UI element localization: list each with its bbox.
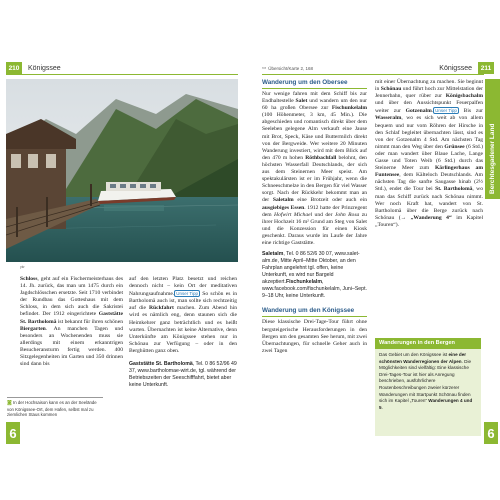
right-col2-text-run: , wo es sich weit ab von allem bequem und nur vom Röhren der Hirsche in den Schlaf begleitet übernachten lässt, sind es von der Gotzenalm 4 Std. Am nächsten Tag nimmt man den Weg über den: [375, 115, 483, 150]
right-col1-bold-run: Saletalm: [272, 197, 294, 204]
left-running-title: Königssee: [28, 64, 61, 72]
right-col1b-text: Diese klassische Drei-Tage-Tour führt ohne bergsteigerische Herausforderungen in den Bergen um den gesamten See herum, mit zwei Übernachtungen, für schnelle Geher auch in zwei Tagen: [262, 319, 367, 354]
right-info-bold-run: Fischunkelalm: [285, 278, 322, 285]
right-col2-text: [375, 79, 483, 229]
right-col2-bold-run: Schönau: [380, 86, 402, 93]
lake-scene-illustration: [6, 79, 238, 262]
left-col2-bold-run: Rückfahrt: [149, 305, 174, 312]
right-col2-text-run: , dem Kälteloch Deutschlands. Am nächsten Tag die sanfte Saugasse hinab (2½ Std.), endet die Tour bei: [375, 172, 483, 193]
right-info-text-run: , Tel. 0 86 52/6 30 07, www.salet-alm.de, Mitte April–Mitte Oktober, an den Fahrplan angelehnt tgl. offen, keine Unterkunft, es wird nur Bargeld akzeptiert.: [262, 251, 360, 285]
right-col1-text-run: (100 Höhenmeter, 3 km, 45 Min.). Die abgeschieden und romantisch direkt über dem Seeleben gelegene Alm verkauft eine Jause mit Brot, Speck, Käse und Buttermilch direkt von der Bergweide. Wer weitere 20 Minuten Wanderung investiert, wird mit dem Blick auf den 470 m hohen: [262, 112, 367, 161]
right-column-1: [262, 79, 367, 355]
right-info-bold-run: Saletalm: [262, 251, 284, 258]
left-col2-text: [129, 276, 237, 355]
left-col1-text-run: ist bekannt für ihren schönen: [56, 318, 123, 325]
section-heading-koenigssee: Wanderung um den Königssee: [262, 307, 367, 317]
right-col1-text-run: Nach der Rückkehr bekommt man an der: [262, 190, 367, 204]
left-col1-text-run: , geht auf ein Fischermeisterhaus des 14. Jh. zurück, das man um 1475 durch ein Jagdschlösschen ersetzte. Seit 1710 verbindet der Rundbau das Gotteshaus mit dem Schloss, in dem sich auch die Sakristei befindet. Der 1912 eingerichtete: [20, 276, 123, 318]
right-col2-bold-run: → „Wanderung 4“: [400, 214, 452, 221]
right-running-title: Königssee: [439, 64, 472, 72]
right-col1-bold-run: ausgiebiges Essen: [262, 204, 305, 211]
infobox-text-run: Das Gebiet um den Königssee ist: [379, 352, 449, 357]
left-col2-info: [129, 361, 237, 389]
left-thumb-index: 6: [6, 422, 20, 444]
right-col1-text-run: und der: [312, 211, 335, 218]
unser-tipp-badge: Unser Tipp: [176, 291, 198, 297]
right-col2-bold-run: Kärlingerhaus am Funtensee: [375, 165, 483, 179]
right-col1-bold-run: Röthbachfall: [305, 154, 337, 161]
left-col1-bold-run: Schloss: [20, 276, 38, 282]
right-col1-text-run: belohnt, den höchsten Wasserfall Deutschlands, der sich aus dem Steinernen Meer speist. Am spektakulärsten ist er im Frühjahr, wenn die Schneeschmelze in den Bergen für viel Wasser sorgt.: [262, 154, 367, 197]
left-col1-bold-run: Biergarten: [20, 325, 46, 332]
section-heading-obersee: Wanderung um den Obersee: [262, 79, 367, 89]
wanderungen-infobox: [375, 338, 481, 436]
right-col1-text-run: und wandern um den nur 60 ha großen Obersee zur: [262, 98, 367, 112]
left-col1-text-run: . An manchen Tagen und besonders an Wochenenden muss sie allerdings mit einem erkanntrigen Besucheransturm fertig werden. 400 Sitzgelegenheiten im Garten und 350 drinnen sind dann bis: [20, 325, 123, 368]
infobox-text-run: .: [381, 404, 383, 410]
infobox-text-run: . Die Möglichkeiten sind vielfältig: Eine klassische Drei-Tages-Tour ist hier als Anregung beschrieben, ausführlichere Routenbeschreibungen zweier kürzerer Wanderungen mit Startpunkt Schönau finden sich im Kapitel „Touren“: [379, 358, 472, 404]
right-col2-bold-run: Wasseralm: [375, 115, 402, 122]
left-col2-text-run: auf den letzten Platz besetzt und reichen dennoch nicht – kein Ort der meditativen Nahrungsaufnahme.: [129, 276, 237, 298]
right-col2-text-run: im Kapitel „Touren“).: [375, 214, 484, 228]
right-col2-bold-run: St. Bartholomä: [435, 186, 473, 193]
right-col2-bold-run: Grünsee: [444, 143, 465, 150]
right-col1-italic-run: John Rosa: [334, 211, 360, 218]
right-col1-text-run: eine Brotzeit oder auch ein: [293, 197, 367, 204]
right-col1-text-run: . 1912 hatte der Prinzregent dem: [262, 204, 367, 218]
right-header-rule: [262, 74, 484, 75]
right-col1-bold-run: Fischunkelalm: [331, 105, 367, 112]
left-info-bold-run: Gaststätte St. Bartholomä: [129, 361, 193, 368]
left-running-header: [6, 62, 61, 74]
right-col1-info: [262, 251, 367, 299]
map-ref-icon: ▭: [262, 65, 267, 70]
right-column-2: [375, 79, 483, 229]
right-col2-text-run: und führt hoch zur Mittelstation der Jennerbahn, quer rüber zur: [375, 86, 483, 100]
infobox-bold-run: eine der schönsten Wanderregionen der Alpen: [379, 352, 467, 364]
koenigssee-photo: [6, 79, 238, 262]
right-col1-text-run: zu ihrer Hochzeit 16 m² Grund am Steg von Salet und die Konzession für einen Kiosk geschenkt. Daraus wurde im Laufe der Jahre eine richtige Gaststätte.: [262, 211, 367, 246]
right-col1-italic-run: Hofwirt Michael: [274, 211, 313, 218]
left-column-1: [20, 276, 123, 368]
left-column-2: [129, 276, 237, 389]
right-col1-text-run: Nur wenige fahren mit dem Schiff bis zur Endhaltestelle: [262, 91, 367, 105]
infobox-title: Wanderungen in den Bergen: [375, 338, 481, 349]
right-col2-bold-run: Gotzenalm: [405, 108, 432, 115]
right-thumb-index: 6: [484, 422, 498, 444]
right-col2-bold-run: Königsbachalm: [445, 93, 483, 100]
left-col1-text: [20, 276, 123, 368]
right-page-number: 211: [478, 62, 494, 74]
camera-icon: ◙: [7, 400, 12, 406]
right-info-text-run: , www.facebook.com/fischunkelalm, Juni–Sept. 9–18 Uhr, keine Unterkunft.: [262, 278, 367, 299]
left-page-number: 210: [6, 62, 22, 74]
right-col2-text-run: , wo man das Schiff zurück nach Schönau nimmt. Wer noch Kraft hat, wandert von St. Bartholomä über die Berge zurück nach Schönau (: [375, 186, 483, 221]
right-col2-text-run: Bis zur: [458, 108, 484, 115]
left-col2-text-run: So schön es in Bartholomä auch ist, man sollte sich rechtzeitig auf die: [129, 291, 237, 312]
right-col1-bold-run: Salet: [295, 98, 308, 105]
route-ref: Übersicht/Karte 2, 168: [268, 65, 314, 71]
photo-credit: ykr: [20, 265, 25, 269]
margin-note-text: In der Hochsaison kann es an der Seelände von Königssee-Ort, dem Hafen, selbst mal zu ziemlichen Staus kommen: [7, 400, 97, 418]
left-info-text-run: , Tel. 0 86 52/96 49 37, www.bartholomae-wirt.de, tgl. während der Betriebszeiten der Seeschifffahrt, bietet aber keine Unterkunft.: [129, 361, 237, 388]
left-col1-bold-run: Gaststätte St. Bartholomä: [20, 311, 123, 325]
right-running-header: [262, 62, 494, 74]
right-col2-text-run: .: [431, 108, 434, 115]
region-side-tab: [485, 79, 500, 199]
right-col1-text: [262, 91, 367, 247]
left-col2-text-run: machen. Zum Abend hin wird es nämlich eng, denn staunen sich die Heimkehrer ganz beträchtlich und es heißt warten. Übernachten ist keine Alternative, denn Unterkünfte am Königssee stehen nur in Schönau zur Verfügung – oder in den Berghütten ganz oben.: [129, 305, 238, 354]
right-col2-text-run: und über den Aussichtspunkt Feuerpalfen weiter zur: [375, 100, 483, 115]
margin-note: [7, 397, 103, 418]
right-col2-text-run: (6 Std.) oder man wandert über Blaue Lache, Lange Gasse und Toten Weib (6 Std.) durch das Steinerne Meer zum: [375, 143, 483, 172]
unser-tipp-badge: Unser Tipp: [435, 108, 457, 114]
left-header-rule: [6, 74, 238, 75]
region-side-tab-label: Berchtesgadener Land: [489, 123, 496, 194]
infobox-bold-run: Wanderungen 4 und 5: [379, 398, 473, 410]
infobox-body: [375, 349, 481, 414]
right-col2-text-run: mit einer Übernachtung zu machen. Sie beginnt in: [375, 79, 483, 93]
